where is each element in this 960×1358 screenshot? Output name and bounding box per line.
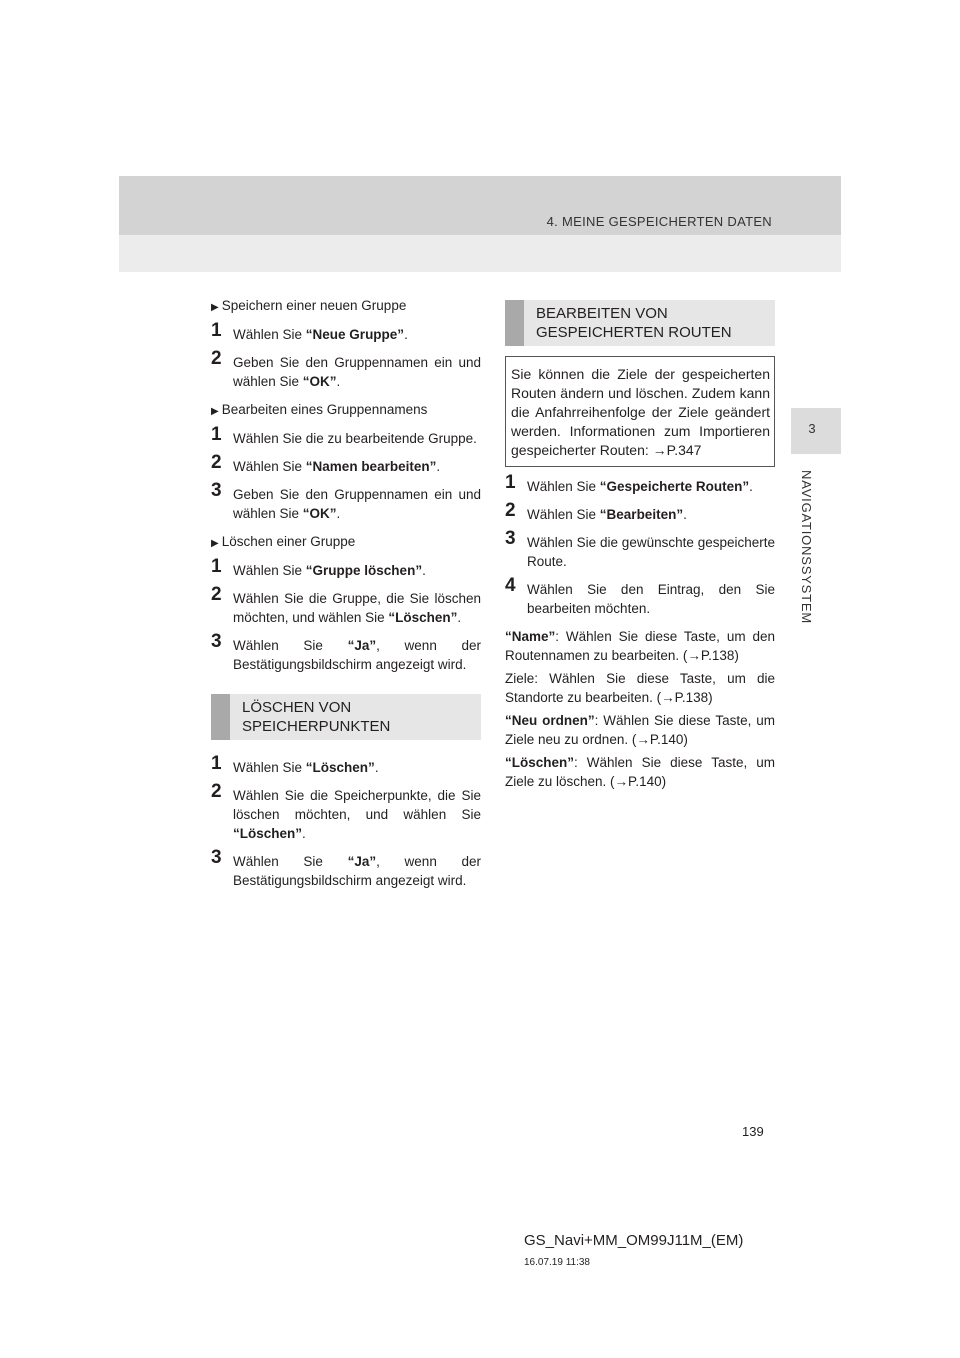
description-item: Ziele: Wählen Sie diese Taste, um die Standorte zu bearbeiten. (→P.138) [505,671,775,705]
step: 1 Wählen Sie “Gruppe löschen”. [211,556,426,578]
step: 3 Wählen Sie “Ja”, wenn der Bestätigungsbildschirm angezeigt wird. [211,631,481,672]
description-item: “Name”: Wählen Sie diese Taste, um den Routennamen zu bearbeiten. (→P.138) [505,629,775,663]
section-heading-edit-routes [505,300,775,346]
chapter-tab-number: 3 [808,421,816,436]
step: 3 Wählen Sie die gewünschte gespeicherte Route. [505,528,775,569]
step: 1 Wählen Sie “Löschen”. [211,753,379,775]
info-box: Sie können die Ziele der gespeicherten Routen ändern und löschen. Zudem kann die Anfahrreihenfolge der Ziele geändert werden. Informationen zum Importieren gespeicherter Routen: →P.347 [505,356,775,467]
triangle-bullet-icon: ▶ [211,406,219,417]
step: 3 Geben Sie den Gruppennamen ein und wählen Sie “OK”. [211,480,481,521]
step: 2 Wählen Sie die Gruppe, die Sie löschen möchten, und wählen Sie “Löschen”. [211,584,481,625]
subheading-edit-group: ▶ Bearbeiten eines Gruppennamens [211,402,428,417]
page-reference: →P.347 [652,442,702,458]
step: 1 Wählen Sie die zu bearbeitende Gruppe. [211,424,477,446]
step: 2 Wählen Sie die Speicherpunkte, die Sie löschen möchten, und wählen Sie “Löschen”. [211,781,481,841]
section-heading-bar [211,694,230,740]
subheading-delete-group: ▶ Löschen einer Gruppe [211,534,356,549]
description-item: “Löschen”: Wählen Sie diese Taste, um Ziele zu löschen. (→P.140) [505,755,775,789]
step: 2 Wählen Sie “Namen bearbeiten”. [211,452,441,474]
triangle-bullet-icon: ▶ [211,302,219,313]
subheading-new-group: ▶ Speichern einer neuen Gruppe [211,298,407,313]
right-column [505,296,775,795]
step: 2 Wählen Sie “Bearbeiten”. [505,500,687,522]
left-column [211,296,481,899]
step: 4 Wählen Sie den Eintrag, den Sie bearbeiten möchten. [505,575,775,616]
step: 1 Wählen Sie “Neue Gruppe”. [211,320,408,342]
section-heading-delete-points [211,694,481,740]
chapter-title: 4. MEINE GESPEICHERTEN DATEN [546,214,772,229]
description-item: “Neu ordnen”: Wählen Sie diese Taste, um Ziele neu zu ordnen. (→P.140) [505,713,775,747]
step: 3 Wählen Sie “Ja”, wenn der Bestätigungsbildschirm angezeigt wird. [211,847,481,888]
section-title: LÖSCHEN VON SPEICHERPUNKTEN [242,699,391,735]
document-code: GS_Navi+MM_OM99J11M_(EM) [524,1232,744,1249]
step: 2 Geben Sie den Gruppennamen ein und wählen Sie “OK”. [211,348,481,389]
section-title: BEARBEITEN VON GESPEICHERTEN ROUTEN [536,305,732,341]
page-number: 139 [742,1124,764,1139]
side-section-label: NAVIGATIONSSYSTEM [799,470,814,624]
step: 1 Wählen Sie “Gespeicherte Routen”. [505,472,753,494]
print-timestamp: 16.07.19 11:38 [524,1257,590,1268]
triangle-bullet-icon: ▶ [211,538,219,549]
section-heading-bar [505,300,524,346]
